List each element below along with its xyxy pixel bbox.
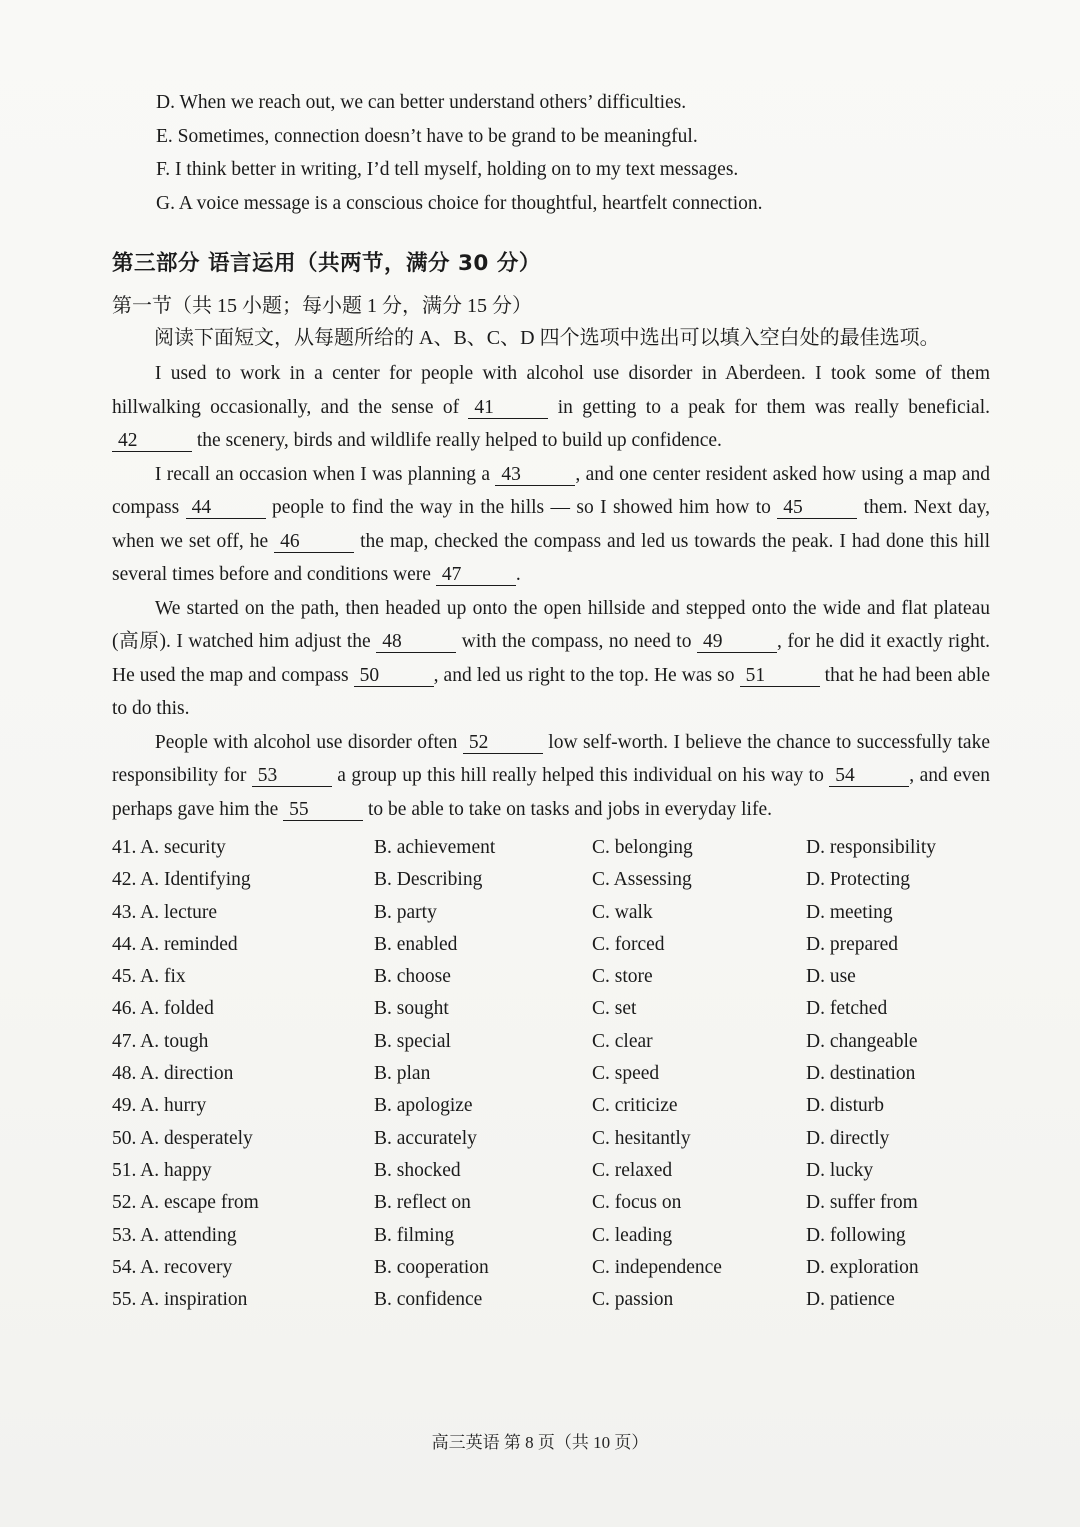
option-a: 55. A. inspiration xyxy=(112,1289,248,1311)
option-d: D. exploration xyxy=(806,1256,919,1278)
blank-55: 55 xyxy=(283,799,363,821)
cloze-passage xyxy=(112,357,990,826)
option-b: B. shocked xyxy=(374,1159,461,1181)
option-d: D. prepared xyxy=(806,933,899,955)
option-a: 53. A. attending xyxy=(112,1224,237,1246)
option-c: C. forced xyxy=(592,933,665,955)
option-row-47 xyxy=(112,1026,990,1058)
option-b: B. accurately xyxy=(374,1127,477,1149)
option-row-41 xyxy=(112,832,990,864)
blank-42: 42 xyxy=(112,430,192,452)
reading-options-list xyxy=(156,86,990,220)
reading-option-line-2: F. I think better in writing, I’d tell myself, holding on to my text messages. xyxy=(156,159,739,180)
option-a: 51. A. happy xyxy=(112,1159,212,1181)
option-c: C. independence xyxy=(592,1256,722,1278)
option-a: 43. A. lecture xyxy=(112,901,218,923)
option-b: B. special xyxy=(374,1030,451,1052)
option-b: B. Describing xyxy=(374,869,483,891)
option-b: B. achievement xyxy=(374,837,496,858)
blank-53: 53 xyxy=(252,765,332,787)
reading-option-line-3: G. A voice message is a conscious choice for thoughtful, heartfelt connection. xyxy=(156,192,763,214)
option-d: D. use xyxy=(806,966,856,988)
option-row-51 xyxy=(112,1155,990,1187)
option-a: 41. A. security xyxy=(112,837,226,858)
part3-title: 第三部分 语言运用（共两节，满分 30 分） xyxy=(112,251,541,276)
option-a: 46. A. folded xyxy=(112,998,214,1020)
option-a: 45. A. fix xyxy=(112,966,186,988)
option-b: B. sought xyxy=(374,998,449,1020)
blank-45: 45 xyxy=(777,497,857,519)
option-row-48 xyxy=(112,1058,990,1090)
option-row-55 xyxy=(112,1284,990,1316)
cloze-instructions: 阅读下面短文，从每题所给的 A、B、C、D 四个选项中选出可以填入空白处的最佳选项。 xyxy=(154,327,940,349)
option-d: D. changeable xyxy=(806,1030,918,1052)
option-d: D. destination xyxy=(806,1063,916,1085)
option-row-53 xyxy=(112,1220,990,1252)
option-row-50 xyxy=(112,1123,990,1155)
option-row-54 xyxy=(112,1252,990,1284)
option-c: C. hesitantly xyxy=(592,1127,691,1149)
option-c: C. Assessing xyxy=(592,869,692,891)
blank-50: 50 xyxy=(354,665,434,687)
blank-43: 43 xyxy=(495,464,575,486)
option-b: B. apologize xyxy=(374,1095,473,1117)
passage-paragraph-1: I used to work in a center for people with alcohol use disorder in Aberdeen. I took some of them hillwalking occasionally, and the sense of 41 in getting to a peak for them was really beneficial. 42 the scenery, birds and wildlife really helped to build up confidence. xyxy=(112,363,990,451)
reading-option-line-1: E. Sometimes, connection doesn’t have to be grand to be meaningful. xyxy=(156,125,698,147)
option-a: 48. A. direction xyxy=(112,1063,234,1085)
option-c: C. walk xyxy=(592,901,653,923)
option-a: 47. A. tough xyxy=(112,1030,209,1052)
option-b: B. filming xyxy=(374,1224,455,1246)
blank-54: 54 xyxy=(829,765,909,787)
option-row-49 xyxy=(112,1090,990,1122)
blank-47: 47 xyxy=(436,564,516,586)
reading-option-line-0: D. When we reach out, we can better understand others’ difficulties. xyxy=(156,92,687,113)
option-c: C. clear xyxy=(592,1030,653,1052)
option-c: C. relaxed xyxy=(592,1159,673,1181)
option-c: C. store xyxy=(592,966,653,988)
option-b: B. enabled xyxy=(374,933,458,955)
option-b: B. confidence xyxy=(374,1289,483,1311)
option-row-42 xyxy=(112,864,990,896)
page-footer: 高三英语 第 8 页（共 10 页） xyxy=(431,1433,649,1452)
option-row-52 xyxy=(112,1187,990,1219)
blank-49: 49 xyxy=(697,631,777,653)
option-c: C. leading xyxy=(592,1224,673,1246)
option-d: D. fetched xyxy=(806,998,888,1020)
option-c: C. set xyxy=(592,998,637,1020)
section1-title: 第一节（共 15 小题；每小题 1 分，满分 15 分） xyxy=(112,295,532,317)
option-d: D. suffer from xyxy=(806,1192,918,1214)
option-a: 52. A. escape from xyxy=(112,1192,259,1214)
option-a: 44. A. reminded xyxy=(112,933,238,955)
option-row-45 xyxy=(112,961,990,993)
option-d: D. responsibility xyxy=(806,837,936,858)
blank-52: 52 xyxy=(463,732,543,754)
passage-paragraph-3: We started on the path, then headed up onto the open hillside and stepped onto the wide and flat plateau (高原). I watched him adjust the 48 with the compass, no need to 49 , for he did it exactly right. He used the map and compass 50 , and led us right to the top. He was so 51 that he had been able to do this. xyxy=(112,597,991,719)
option-a: 49. A. hurry xyxy=(112,1095,207,1117)
option-d: D. following xyxy=(806,1224,906,1246)
passage-paragraph-4: People with alcohol use disorder often 52 low self-worth. I believe the chance to successfully take responsibility for 53 a group up this hill really helped this individual on his way to 54 , and even perhaps gave him the 55 to be able to take on tasks and jobs in everyday life. xyxy=(112,731,990,820)
option-c: C. speed xyxy=(592,1063,660,1085)
options-table xyxy=(112,832,990,1316)
option-a: 50. A. desperately xyxy=(112,1127,253,1149)
option-a: 42. A. Identifying xyxy=(112,869,251,891)
option-row-43 xyxy=(112,897,990,929)
option-c: C. criticize xyxy=(592,1095,678,1117)
blank-48: 48 xyxy=(376,631,456,653)
option-c: C. passion xyxy=(592,1289,674,1311)
option-b: B. cooperation xyxy=(374,1256,489,1278)
option-d: D. patience xyxy=(806,1289,895,1311)
blank-41: 41 xyxy=(468,397,548,419)
option-b: B. plan xyxy=(374,1063,431,1085)
option-row-44 xyxy=(112,929,990,961)
option-c: C. focus on xyxy=(592,1192,682,1214)
blank-51: 51 xyxy=(740,665,820,687)
passage-paragraph-2: I recall an occasion when I was planning a 43 , and one center resident asked how using a map and compass 44 people to find the way in the hills — so I showed him how to 45 them. Next day, when we set off, he 46 the map, checked the compass and led us towards the peak. I had done this hill several times before and conditions were 47 . xyxy=(112,463,990,585)
option-c: C. belonging xyxy=(592,837,693,858)
option-row-46 xyxy=(112,993,990,1025)
option-b: B. reflect on xyxy=(374,1192,471,1214)
option-d: D. directly xyxy=(806,1127,890,1149)
blank-46: 46 xyxy=(274,531,354,553)
option-d: D. lucky xyxy=(806,1159,874,1181)
option-a: 54. A. recovery xyxy=(112,1256,233,1278)
option-b: B. party xyxy=(374,901,437,923)
option-d: D. Protecting xyxy=(806,869,910,891)
option-d: D. disturb xyxy=(806,1095,884,1117)
blank-44: 44 xyxy=(186,497,266,519)
option-d: D. meeting xyxy=(806,901,893,923)
option-b: B. choose xyxy=(374,966,451,988)
